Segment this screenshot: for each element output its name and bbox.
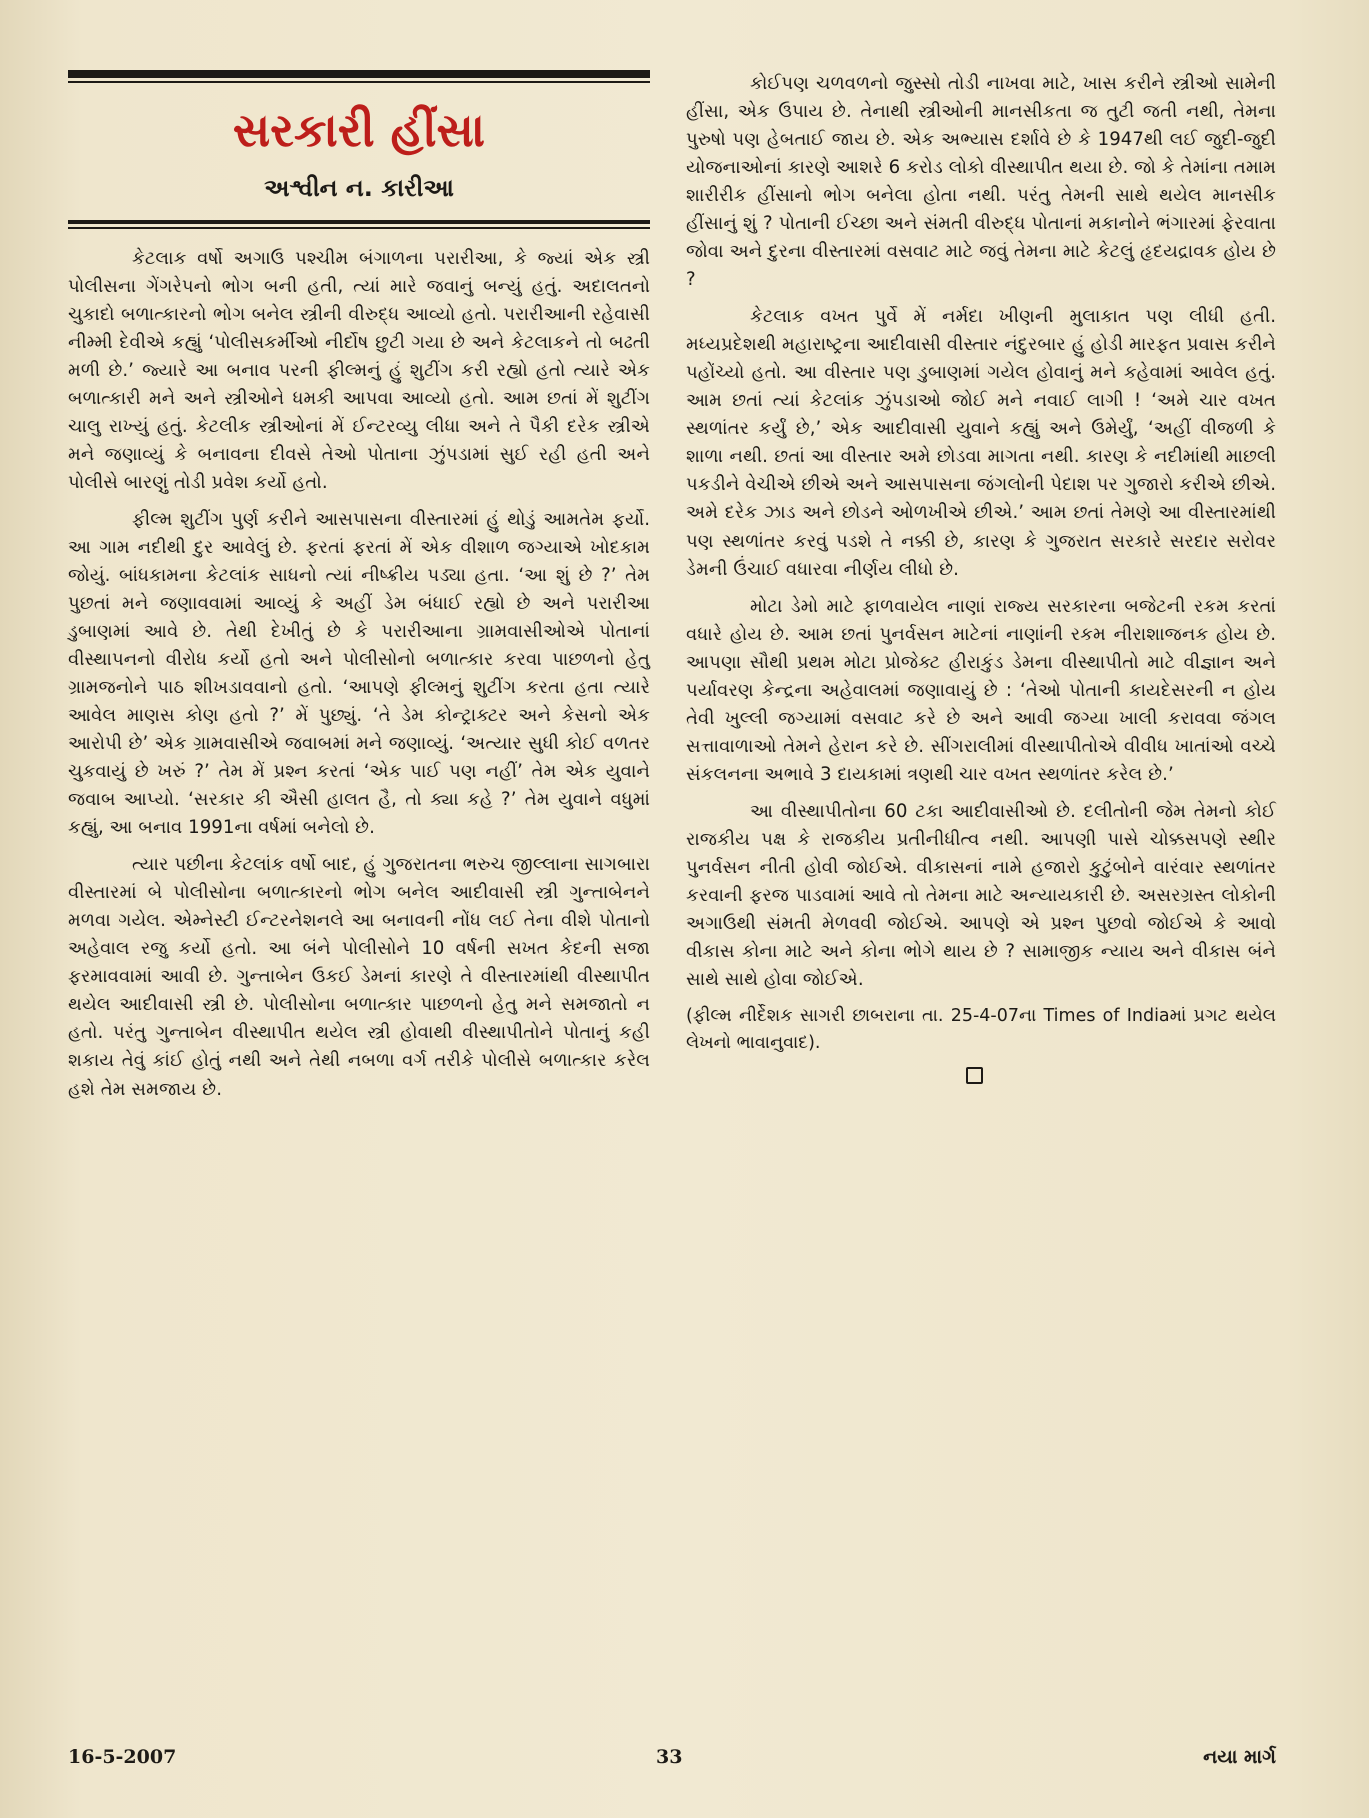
- magazine-name: નયા માર્ગ: [1203, 1746, 1276, 1768]
- article-author: અશ્વીન ન. કારીઆ: [264, 173, 454, 202]
- paragraph: કોઈપણ ચળવળનો જુસ્સો તોડી નાખવા માટે, ખાસ કરીને સ્ત્રીઓ સામેની હીંસા, એક ઉપાય છે. તેનાથી સ્ત્રીઓની માનસીકતા જ તુટી જતી નથી, તેમના પુરુષો પણ હેબતાઈ જાય છે. એક અભ્યાસ દર્શાવે છે કે 1947થી લઈ જુદી-જુદી યોજનાઓનાં કારણે આશરે 6 કરોડ લોકો વીસ્થાપીત થયા છે. જો કે તેમાંના તમામ શારીરીક હીંસાનો ભોગ બનેલા હોતા નથી. પરંતુ તેમની સાથે થયેલ માનસીક હીંસાનું શું ? પોતાની ઈચ્છા અને સંમતી વીરુદ્ધ પોતાનાં મકાનોને ભંગારમાં ફેરવાતા જોવા અને દુરના વીસ્તારમાં વસવાટ માટે જવું તેમના માટે કેટલું હૃદયદ્રાવક હોય છે ?: [686, 73, 1276, 291]
- end-of-article-icon: [966, 1067, 983, 1084]
- header-rule-thin: [68, 227, 650, 229]
- left-column: [68, 70, 650, 1113]
- header-rule: [68, 220, 650, 224]
- paragraph: ફીલ્મ શુટીંગ પુર્ણ કરીને આસપાસના વીસ્તારમાં હું થોડું આમતેમ ફર્યો. આ ગામ નદીથી દુર આવેલું છે. ફરતાં ફરતાં મેં એક વીશાળ જગ્યાએ ખોદકામ જોયું. બાંધકામના કેટલાંક સાધનો ત્યાં નીષ્ક્રીય પડ્યા હતા. ‘આ શું છે ?’ તેમ પુછતાં મને જણાવવામાં આવ્યું કે અહીં ડેમ બંધાઈ રહ્યો છે અને પરારીઆ ડુબાણમાં આવે છે. તેથી દેખીતું છે કે પરારીઆના ગ્રામવાસીઓએ પોતાનાં વીસ્થાપનનો વીરોધ કર્યો હતો અને પોલીસોનો બળાત્કાર કરવા પાછળનો હેતુ ગ્રામજનોને પાઠ શીખડાવવાનો હતો. ‘આપણે ફીલ્મનું શુટીંગ કરતા હતા ત્યારે આવેલ માણસ કોણ હતો ?’ મેં પુછ્યું. ‘તે ડેમ કોન્ટ્રાક્ટર અને કેસનો એક આરોપી છે’ એક ગ્રામવાસીએ જવાબમાં મને જણાવ્યું. ‘અત્યાર સુધી કોઈ વળતર ચુકવાયું છે ખરું ?’ તેમ મેં પ્રશ્ન કરતાં ‘એક પાઈ પણ નહીં’ તેમ એક યુવાને જવાબ આપ્યો. ‘સરકાર કી ઐસી હાલત હૈ, તો ક્યા કહે ?’ તેમ યુવાને વધુમાં કહ્યું, આ બનાવ 1991ના વર્ષમાં બનેલો છે.: [68, 508, 650, 839]
- page-footer: [68, 1746, 1276, 1776]
- paragraph: આ વીસ્થાપીતોના 60 ટકા આદીવાસીઓ છે. દલીતોની જેમ તેમનો કોઈ રાજકીય પક્ષ કે રાજકીય પ્રતીનીધીત્વ નથી. આપણી પાસે ચોક્કસપણે સ્થીર પુનર્વસન નીતી હોવી જોઈએ. વીકાસનાં નામે હજારો કુટુંબોને વારંવાર સ્થળાંતર કરવાની ફરજ પાડવામાં આવે તો તેમના માટે અન્યાયકારી છે. અસરગ્રસ્ત લોકોની અગાઉથી સંમતી મેળવવી જોઈએ. આપણે એ પ્રશ્ન પુછવો જોઈએ કે આવો વીકાસ કોના માટે અને કોના ભોગે થાય છે ? સામાજીક ન્યાય અને વીકાસ બંને સાથે સાથે હોવા જોઈએ.: [686, 800, 1276, 990]
- right-column: [686, 70, 1276, 1084]
- top-rule: [68, 70, 650, 78]
- source-note: (ફીલ્મ નીર્દેશક સાગરી છાબરાના તા. 25-4-07ના Times of Indiaમાં પ્રગટ થયેલ લેખનો ભાવાનુવાદ).: [686, 1006, 1276, 1053]
- paragraph: કેટલાક વર્ષો અગાઉ પશ્ચીમ બંગાળના પરારીઆ, કે જ્યાં એક સ્ત્રી પોલીસના ગેંગરેપનો ભોગ બની હતી, ત્યાં મારે જવાનું બન્યું હતું. અદાલતનો ચુકાદો બળાત્કારનો ભોગ બનેલ સ્ત્રીની વીરુદ્ધ આવ્યો હતો. પરારીઆની રહેવાસી નીમ્મી દેવીએ કહ્યું ‘પોલીસકર્મીઓ નીર્દોષ છુટી ગયા છે અને કેટલાકને તો બઢતી મળી છે.’ જ્યારે આ બનાવ પરની ફીલ્મનું હું શુટીંગ કરી રહ્યો હતો ત્યારે એક બળાત્કારી મને અને સ્ત્રીઓને ધમકી આપવા આવ્યો હતો. આમ છતાં મેં શુટીંગ ચાલુ રાખ્યું હતું. કેટલીક સ્ત્રીઓનાં મેં ઈન્ટરવ્યુ લીધા અને તે પૈકી દરેક સ્ત્રીએ મને જણાવ્યું કે બનાવના દીવસે તેઓ પોતાના ઝુંપડામાં સુઈ રહી હતી અને પોલીસે બારણું તોડી પ્રવેશ કર્યો હતો.: [68, 247, 650, 493]
- paragraph: મોટા ડેમો માટે ફાળવાયેલ નાણાં રાજ્ય સરકારના બજેટની રકમ કરતાં વધારે હોય છે. આમ છતાં પુનર્વસન માટેનાં નાણાંની રકમ નીરાશાજનક હોય છે. આપણા સૌથી પ્રથમ મોટા પ્રોજેક્ટ હીરાકુંડ ડેમના વીસ્થાપીતો માટે વીજ્ઞાન અને પર્યાવરણ કેન્દ્રના અહેવાલમાં જણાવાયું છે : ‘તેઓ પોતાની કાયદેસરની ન હોય તેવી ખુલ્લી જગ્યામાં વસવાટ કરે છે અને આવી જગ્યા ખાલી કરાવવા જંગલ સત્તાવાળાઓ તેમને હેરાન કરે છે. સીંગરાલીમાં વીસ્થાપીતોએ વીવીધ ખાતાંઓ વચ્ચે સંકલનના અભાવે 3 દાયકામાં ત્રણથી ચાર વખત સ્થળાંતર કરેલ છે.’: [686, 595, 1276, 785]
- paragraph: ત્યાર પછીના કેટલાંક વર્ષો બાદ, હું ગુજરાતના ભરુચ જીલ્લાના સાગબારા વીસ્તારમાં બે પોલીસોના બળાત્કારનો ભોગ બનેલ આદીવાસી સ્ત્રી ગુન્તાબેનને મળવા ગયેલ. એમ્નેસ્ટી ઈન્ટરનેશનલે આ બનાવની નોંધ લઈ તેના વીશે પોતાનો અહેવાલ રજુ કર્યો હતો. આ બંને પોલીસોને 10 વર્ષની સખત કેદની સજા ફરમાવવામાં આવી છે. ગુન્તાબેન ઉકઈ ડેમનાં કારણે તે વીસ્તારમાંથી વીસ્થાપીત થયેલ આદીવાસી સ્ત્રી છે. પોલીસોના બળાત્કાર પાછળનો હેતુ મને સમજાતો ન હતો. પરંતુ ગુન્તાબેન વીસ્થાપીત થયેલ સ્ત્રી હોવાથી વીસ્થાપીતોને પોતાનું કહી શકાય તેવું કાંઈ હોતું નથી અને તેથી નબળા વર્ગ તરીકે પોલીસે બળાત્કાર કરેલ હશે તેમ સમજાય છે.: [68, 854, 650, 1100]
- page-number: 33: [656, 1746, 683, 1768]
- paragraph: કેટલાક વખત પુર્વે મેં નર્મદા ખીણની મુલાકાત પણ લીધી હતી. મધ્યપ્રદેશથી મહારાષ્ટ્રના આદીવાસી વીસ્તાર નંદુરબાર હું હોડી મારફત પ્રવાસ કરીને પહોંચ્યો હતો. આ વીસ્તાર પણ ડુબાણમાં ગયેલ હોવાનું મને કહેવામાં આવેલ હતું. આમ છતાં ત્યાં કેટલાંક ઝુંપડાઓ જોઈ મને નવાઈ લાગી ! ‘અમે ચાર વખત સ્થળાંતર કર્યું છે,’ એક આદીવાસી યુવાને કહ્યું અને ઉમેર્યું, ‘અહીં વીજળી કે શાળા નથી. છતાં આ વીસ્તાર અમે છોડવા માગતા નથી. કારણ કે નદીમાંથી માછલી પકડીને વેચીએ છીએ અને આસપાસના જંગલોની પેદાશ પર ગુજારો કરીએ છીએ. અમે દરેક ઝાડ અને છોડને ઓળખીએ છીએ.’ આમ છતાં તેમણે આ વીસ્તારમાંથી પણ સ્થળાંતર કરવું પડશે તે નક્કી છે, કારણ કે ગુજરાત સરકારે સરદાર સરોવર ડેમની ઉંચાઈ વધારવા નીર્ણય લીધો છે.: [686, 306, 1276, 580]
- top-rule-thin: [68, 81, 650, 83]
- issue-date: 16-5-2007: [68, 1746, 177, 1768]
- article-title: સરકારી હીંસા: [232, 103, 486, 157]
